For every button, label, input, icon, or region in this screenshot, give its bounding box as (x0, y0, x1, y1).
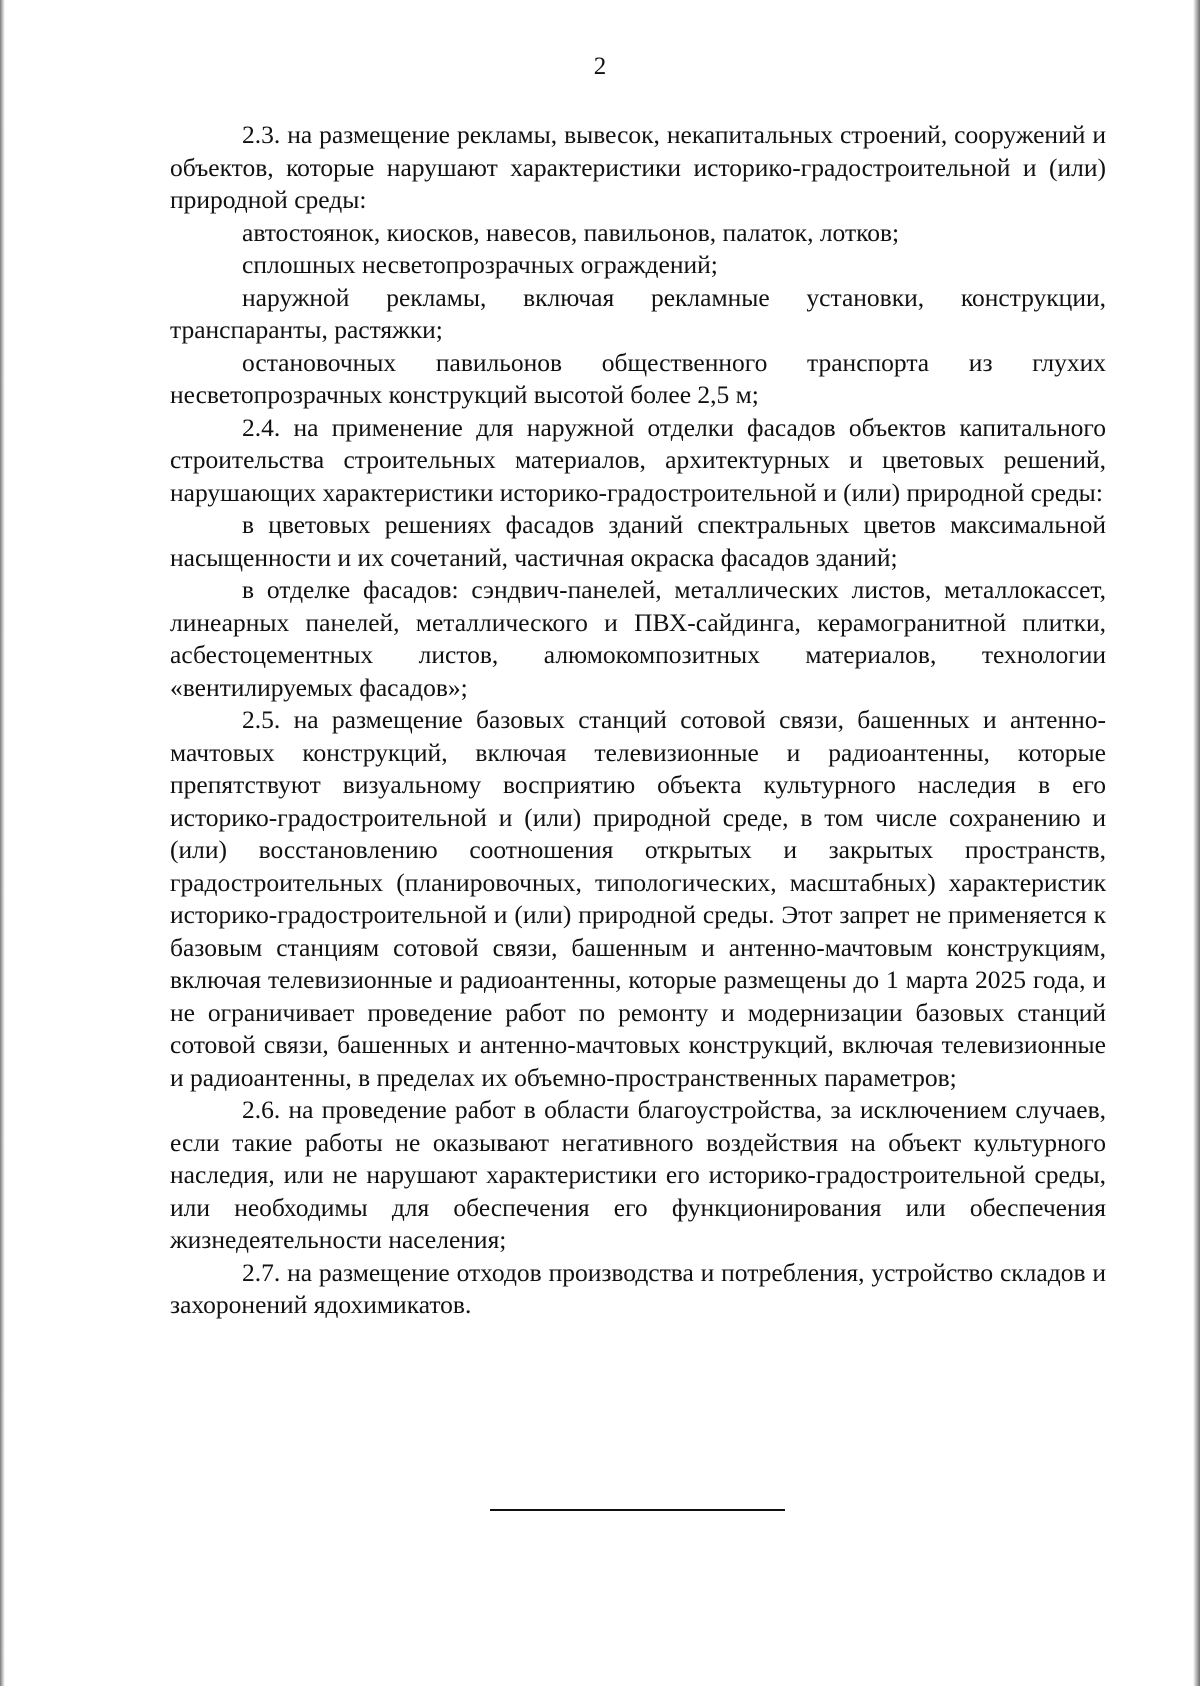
paragraph-2-3: 2.3. на размещение рекламы, вывесок, некапитальных строений, сооружений и объектов, которые нарушают характеристики историко-градостроительной и (или) природной среды: (170, 120, 1106, 214)
list-item-bus-stops: остановочных павильонов общественного транспорта из глухих несветопрозрачных конструкций высотой более 2,5 м; (170, 347, 1106, 409)
scan-edge-left (0, 0, 5, 1686)
paragraph-2-6: 2.6. на проведение работ в области благоустройства, за исключением случаев, если такие работы не оказывают негативного воздействия на объект культурного наследия, или не нарушают характеристики его историко-градостроительной среды, или необходимы для обеспечения его функционирования или обеспечения жизнедеятельности населения; (170, 1095, 1106, 1254)
paragraph-2-7: 2.7. на размещение отходов производства и потребления, устройство складов и захоронений ядохимикатов. (170, 1257, 1106, 1319)
list-item-outdoor-advertising: наружной рекламы, включая рекламные установки, конструкции, транспаранты, растяжки; (170, 282, 1106, 344)
scan-edge-right (1193, 0, 1200, 1686)
list-item-color-solutions: в цветовых решениях фасадов зданий спектральных цветов максимальной насыщенности и их сочетаний, частичная окраска фасадов зданий; (170, 510, 1106, 572)
page-number: 2 (593, 53, 607, 80)
list-item-parking: автостоянок, киосков, навесов, павильонов, палаток, лотков; (242, 217, 900, 247)
paragraph-2-4: 2.4. на применение для наружной отделки фасадов объектов капитального строительства строительных материалов, архитектурных и цветовых решений, нарушающих характеристики историко-градостроительной и (или) природной среды: (170, 412, 1106, 507)
list-item-facade-finishing: в отделке фасадов: сэндвич-панелей, металлических листов, металлокассет, линеарных панелей, металлического и ПВХ-сайдинга, керамогранитной плитки, асбестоцементных листов, алюмокомпозитных материалов, технологии «вентилируемых фасадов»; (170, 575, 1106, 702)
end-of-document-rule (490, 1509, 785, 1511)
document-body (170, 119, 1106, 1322)
paragraph-2-5: 2.5. на размещение базовых станций сотовой связи, башенных и антенно-мачтовых конструкций, включая телевизионные и радиоантенны, которые препятствуют визуальному восприятию объекта культурного наследия в его историко-градостроительной и (или) природной среде, в том числе сохранению и (или) восстановлению соотношения открытых и закрытых пространств, градостроительных (планировочных, типологических, масштабных) характеристик историко-градостроительной и (или) природной среды. Этот запрет не применяется к базовым станциям сотовой связи, башенным и антенно-мачтовым конструкциям, включая телевизионные и радиоантенны, которые размещены до 1 марта 2025 года, и не ограничивает проведение работ по ремонту и модернизации базовых станций сотовой связи, башенных и антенно-мачтовых конструкций, включая телевизионные и радиоантенны, в пределах их объемно-пространственных параметров; (170, 705, 1106, 1092)
list-item-fences: сплошных несветопрозрачных ограждений; (242, 250, 718, 279)
